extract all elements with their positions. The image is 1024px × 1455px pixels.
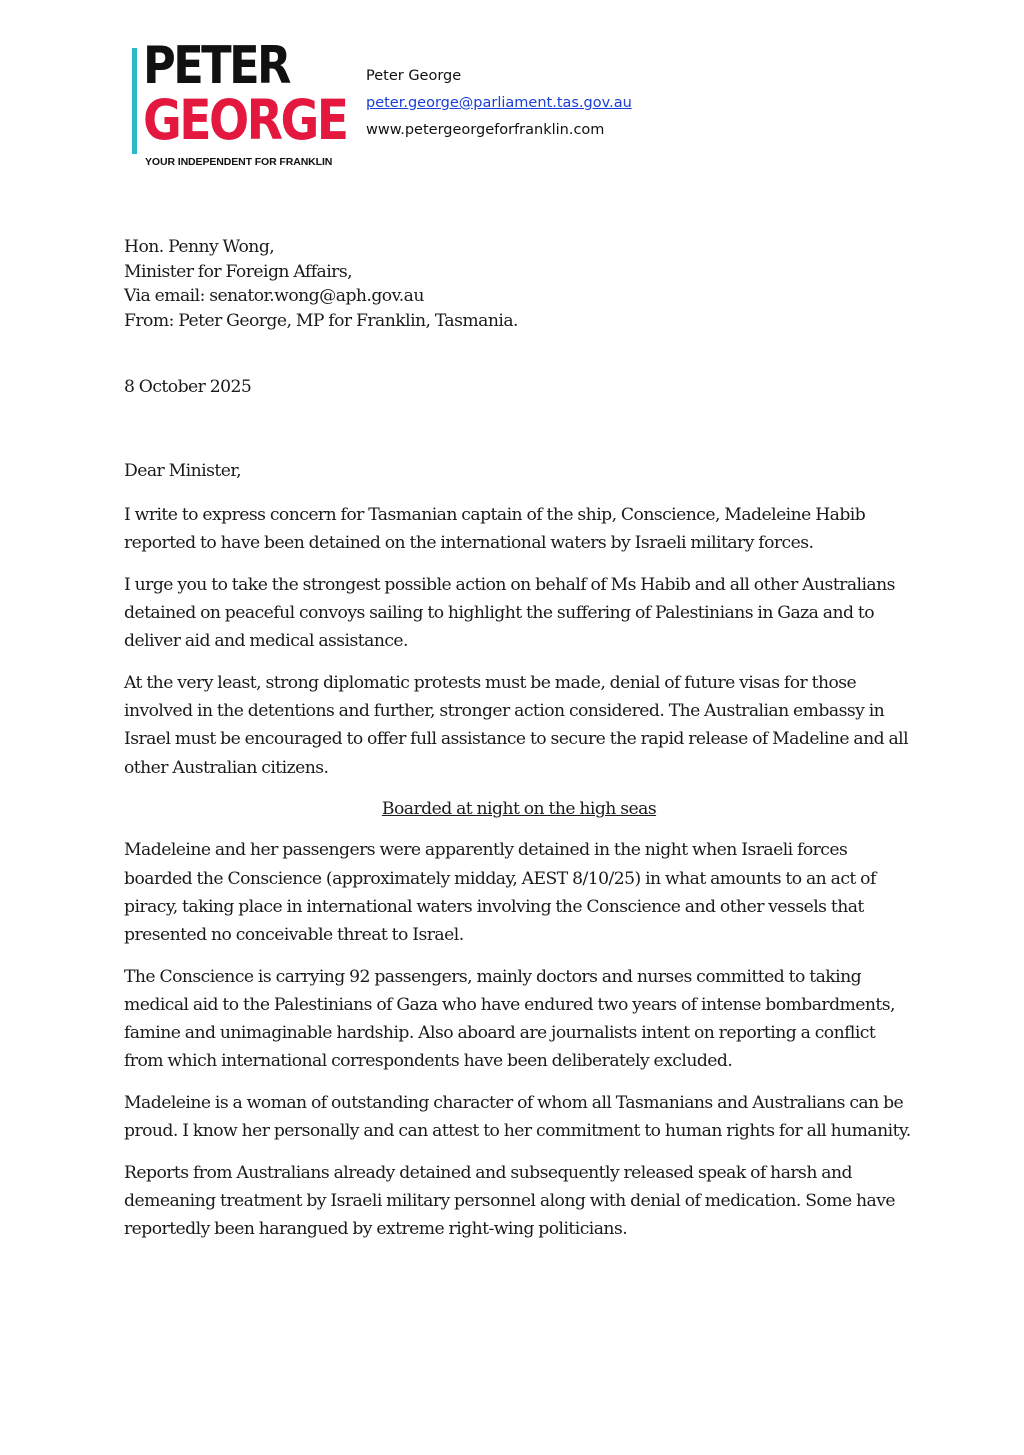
- letter-body: [124, 235, 914, 1240]
- paragraph-3: At the very least, strong diplomatic protests must be made, denial of future visas for those involved in the detentions and further, stronger action considered. The Australian embassy in Israel must be encouraged to offer full assistance to secure the rapid release of Madeline and all other Australian citizens.: [124, 673, 909, 778]
- logo-first-name: PETER: [143, 36, 289, 96]
- campaign-logo: [132, 36, 347, 171]
- paragraph-6: Madeleine is a woman of outstanding character of whom all Tasmanians and Australians can be proud. I know her personally and can attest to her commitment to human rights for all humanity.: [124, 1092, 911, 1142]
- paragraph-1: I write to express concern for Tasmanian captain of the ship, Conscience, Madeleine Habib reported to have been detained on the international waters by Israeli military forces.: [124, 505, 866, 554]
- recipient-line-email: Via email: senator.wong@aph.gov.au: [124, 286, 424, 306]
- section-heading: Boarded at night on the high seas: [381, 799, 657, 820]
- letter-date: 8 October 2025: [124, 377, 252, 397]
- contact-name: Peter George: [366, 68, 462, 84]
- paragraph-4: Madeleine and her passengers were apparently detained in the night when Israeli forces boarded the Conscience (approximately midday, AEST 8/10/25) in what amounts to an act of piracy, taking place in international waters involving the Conscience and other vessels that presented no conceivable threat to Israel.: [124, 840, 876, 945]
- letter-paragraphs: [124, 501, 914, 1257]
- paragraph-2: I urge you to take the strongest possible action on behalf of Ms Habib and all other Australians detained on peaceful convoys sailing to highlight the suffering of Palestinians in Gaza and to deliver aid and medical assistance.: [124, 574, 895, 652]
- logo-tagline: YOUR INDEPENDENT FOR FRANKLIN: [145, 156, 333, 168]
- contact-email-link[interactable]: peter.george@parliament.tas.gov.au: [366, 95, 632, 111]
- recipient-line-from: From: Peter George, MP for Franklin, Tasmania.: [124, 310, 518, 331]
- paragraph-5: The Conscience is carrying 92 passengers, mainly doctors and nurses committed to taking medical aid to the Palestinians of Gaza who have endured two years of intense bombardments, famine and unimaginable hardship. Also aboard are journalists intent on reporting a conflict from which international correspondents have been deliberately excluded.: [124, 966, 895, 1072]
- contact-website: www.petergeorgeforfranklin.com: [366, 122, 605, 138]
- recipient-line-name: Hon. Penny Wong,: [124, 237, 275, 257]
- recipient-address: [124, 235, 914, 333]
- contact-block: [366, 63, 632, 144]
- recipient-line-title: Minister for Foreign Affairs,: [124, 261, 353, 282]
- paragraph-7: Reports from Australians already detained and subsequently released speak of harsh and demeaning treatment by Israeli military personnel along with denial of medication. Some have reportedly been harangued by extreme right-wing politicians.: [124, 1162, 896, 1240]
- logo-last-name: GEORGE: [143, 88, 347, 152]
- logo-accent-bar: [132, 48, 137, 154]
- salutation: Dear Minister,: [124, 461, 242, 481]
